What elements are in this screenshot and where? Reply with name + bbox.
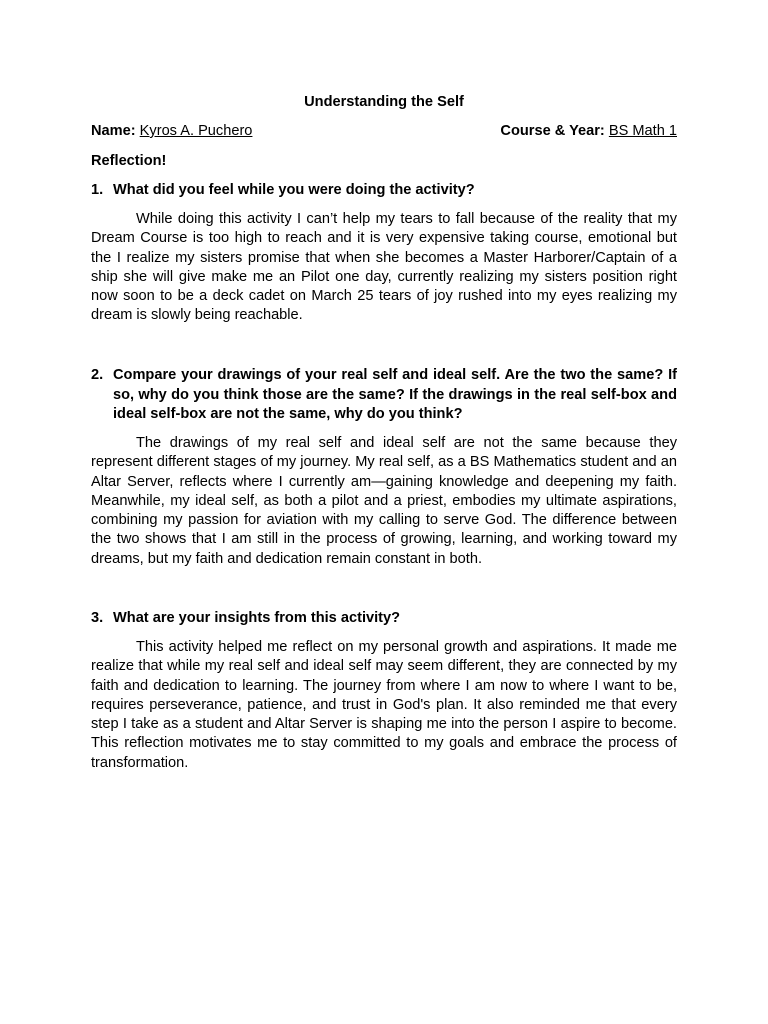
document-title: Understanding the Self [304, 94, 464, 110]
answer-2: The drawings of my real self and ideal self are not the same because they represent different stages of my journey. My real self, as a BS Mathematics student and an Altar Server, reflects where I currently am—gaining knowledge and deepening my faith. Meanwhile, my ideal self, as both a pilot and a priest, embodies my ultimate aspirations, combining my passion for aviation with my calling to serve God. The difference between the two shows that I am still in the process of growing, learning, and working toward my dreams, but my faith and dedication remain constant in both. [91, 435, 677, 567]
student-info-row [91, 122, 677, 141]
name-field [91, 122, 252, 141]
question-3 [91, 609, 677, 629]
answer-3: This activity helped me reflect on my personal growth and aspirations. It made me realize that while my real self and ideal self may seem different, they are connected by my faith and dedication to learning. The journey from where I am now to where I want to be, requires perseverance, patience, and trust in God's plan. It also reminded me that every step I take as a student and Altar Server is shaping me into the person I aspire to become. This reflection motivates me to stay committed to my goals and embrace the process of transformation. [91, 639, 677, 771]
course-label: Course & Year: [500, 123, 605, 139]
answer-1: While doing this activity I can’t help my tears to fall because of the reality that my Dream Course is too high to reach and it is very expensive taking course, emotional but the I realize my sisters promise that when she becomes a Master Harborer/Captain of a ship she will give make me an Pilot one day, currently realizing my sisters position right now soon to be a deck cadet on March 25 tears of joy rushed into my eyes realizing my dream is slowly being reachable. [91, 211, 677, 324]
name-value: Kyros A. Puchero [139, 123, 253, 139]
question-number: 2. [91, 367, 104, 383]
question-number: 1. [91, 182, 104, 198]
question-text: What are your insights from this activity? [113, 610, 401, 626]
question-2 [91, 366, 677, 425]
course-value: BS Math 1 [608, 123, 677, 139]
name-label: Name: [91, 123, 136, 139]
question-1 [91, 181, 677, 201]
question-number: 3. [91, 610, 104, 626]
question-text: Compare your drawings of your real self and ideal self. Are the two the same? If so, why do you think those are the same? If the drawings in the real self-box and ideal self-box are not the same, why do you think? [113, 367, 677, 422]
course-field [500, 122, 677, 141]
question-text: What did you feel while you were doing the activity? [113, 182, 475, 198]
reflection-heading: Reflection! [91, 153, 167, 169]
